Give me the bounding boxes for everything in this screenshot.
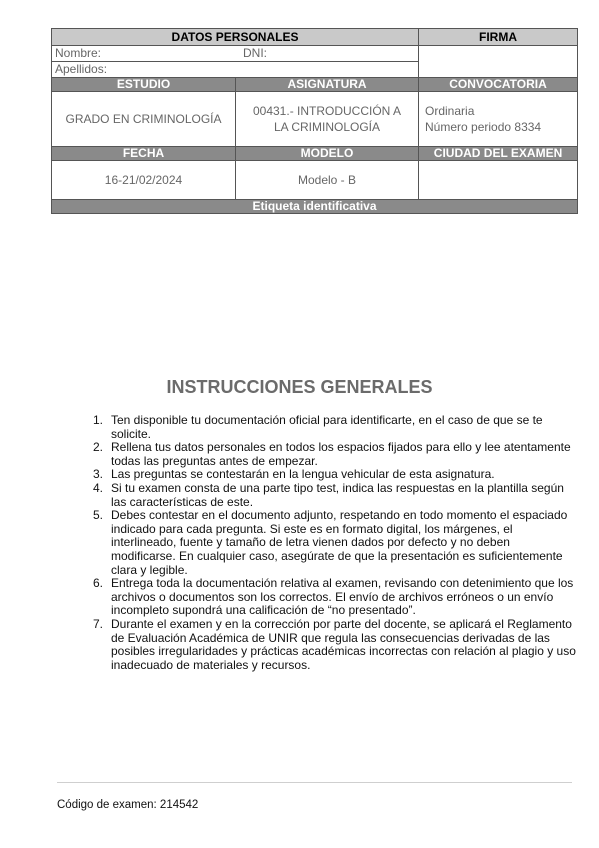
instruction-number: 4. bbox=[93, 480, 104, 495]
instruction-item bbox=[90, 577, 576, 618]
estudio-value: GRADO EN CRIMINOLOGÍA bbox=[52, 92, 236, 147]
asignatura-header: ASIGNATURA bbox=[236, 78, 419, 92]
instruction-number: 5. bbox=[93, 508, 104, 523]
nombre-label: Nombre: bbox=[55, 46, 102, 60]
instruction-number: 2. bbox=[93, 440, 104, 455]
fecha-value: 16-21/02/2024 bbox=[52, 161, 236, 200]
instruction-text: Si tu examen consta de una parte tipo test, indica las respuestas en la plantilla según las características de este. bbox=[111, 480, 564, 509]
exam-header-table bbox=[51, 28, 578, 214]
convocatoria-line-1: Ordinaria bbox=[425, 104, 475, 118]
dni-label: DNI: bbox=[243, 46, 267, 60]
apellidos-label: Apellidos: bbox=[52, 62, 419, 78]
instruction-item bbox=[90, 441, 576, 468]
footer-divider bbox=[57, 782, 572, 783]
instruction-item bbox=[90, 509, 576, 577]
fecha-header: FECHA bbox=[52, 147, 236, 161]
ciudad-header: CIUDAD DEL EXAMEN bbox=[419, 147, 578, 161]
instruction-text: Debes contestar en el documento adjunto, respetando en todo momento el espaciado indicado para cada pregunta. Si este es en formato digital, los márgenes, el interlineado, fuente y tamaño de letra vienen dados por defecto y no deben modificarse. En cualquier caso, asegúrate de que la presentación es suficientemente clara y legible. bbox=[111, 508, 568, 577]
instruction-item bbox=[90, 482, 576, 509]
instruction-number: 7. bbox=[93, 616, 104, 631]
instructions-list bbox=[90, 414, 576, 672]
exam-code: Código de examen: 214542 bbox=[57, 799, 199, 811]
instruction-number: 6. bbox=[93, 576, 104, 591]
convocatoria-header: CONVOCATORIA bbox=[419, 78, 578, 92]
instruction-number: 3. bbox=[93, 467, 104, 482]
instruction-text: Las preguntas se contestarán en la lengua vehicular de esta asignatura. bbox=[111, 467, 495, 482]
nombre-dni-row bbox=[52, 46, 419, 62]
etiqueta-identificativa: Etiqueta identificativa bbox=[52, 200, 578, 214]
convocatoria-value bbox=[419, 92, 578, 147]
instruction-text: Durante el examen y en la corrección por parte del docente, se aplicará el Reglamento de Evaluación Académica de UNIR que regula las consecuencias derivadas de las posibles irregularidades y prácticas académicas incorrectas con relación al plagio y uso inadecuado de materiales y recursos. bbox=[111, 616, 576, 672]
firma-field[interactable] bbox=[419, 46, 578, 78]
asignatura-line-2: LA CRIMINOLOGÍA bbox=[273, 120, 381, 134]
datos-personales-header: DATOS PERSONALES bbox=[52, 29, 419, 46]
modelo-value: Modelo - B bbox=[236, 161, 419, 200]
convocatoria-line-2: Número periodo 8334 bbox=[425, 120, 542, 134]
modelo-header: MODELO bbox=[236, 147, 419, 161]
instruction-number: 1. bbox=[93, 413, 104, 427]
instructions-title: INSTRUCCIONES GENERALES bbox=[166, 377, 433, 397]
instruction-item bbox=[90, 468, 576, 482]
estudio-header: ESTUDIO bbox=[52, 78, 236, 92]
firma-header: FIRMA bbox=[419, 29, 578, 46]
instruction-text: Entrega toda la documentación relativa al examen, revisando con detenimiento que los archivos o documentos son los correctos. El envío de archivos erróneos o un envío incompleto supondrá una calificación de “no presentado”. bbox=[111, 576, 574, 618]
instruction-item bbox=[90, 414, 576, 441]
instruction-item bbox=[90, 618, 576, 672]
asignatura-value bbox=[236, 92, 419, 147]
instruction-text: Ten disponible tu documentación oficial para identificarte, en el caso de que se te solicite. bbox=[111, 413, 543, 441]
ciudad-field[interactable] bbox=[419, 161, 578, 200]
asignatura-line-1: 00431.- INTRODUCCIÓN A bbox=[252, 104, 402, 118]
instruction-text: Rellena tus datos personales en todos los espacios fijados para ello y lee atentamente todas las preguntas antes de empezar. bbox=[111, 440, 571, 468]
